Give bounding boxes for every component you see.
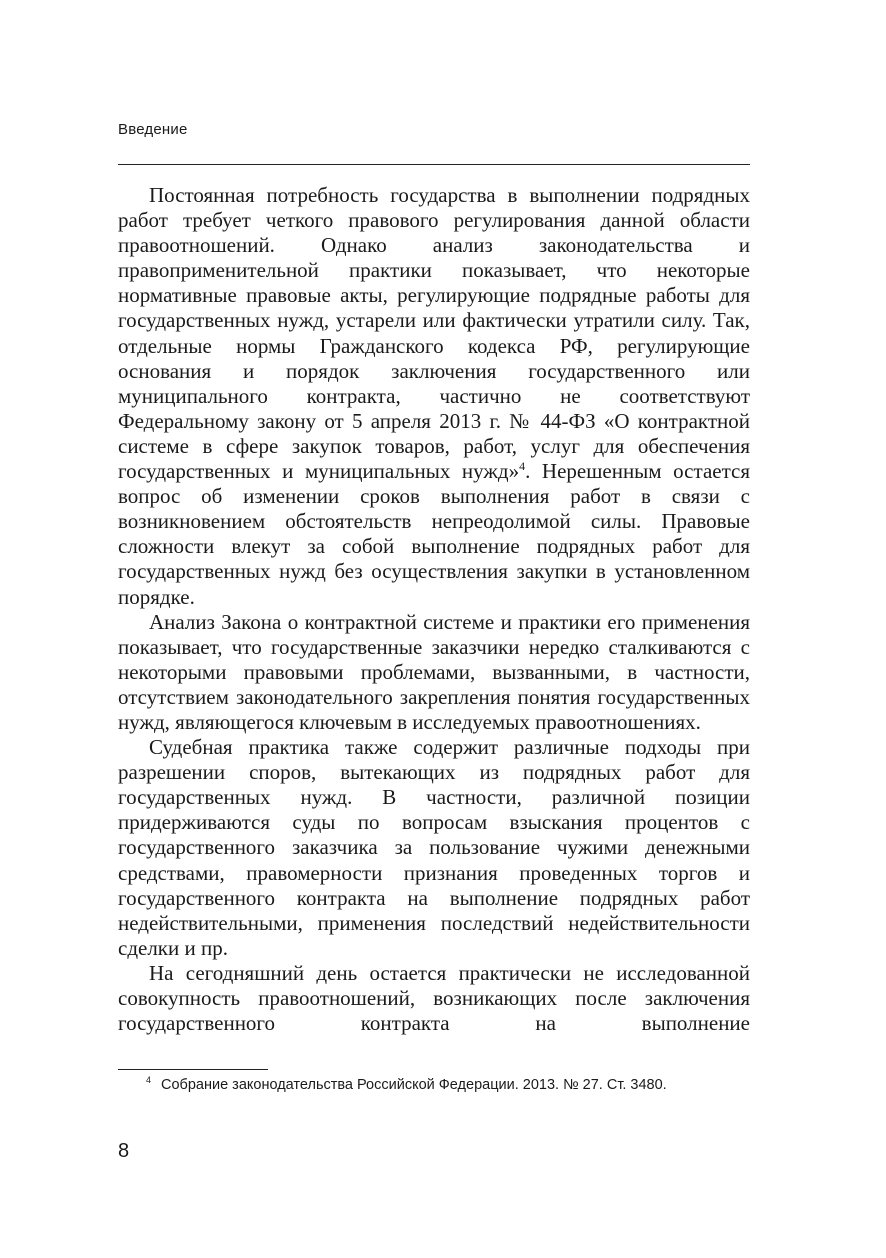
- footnote-number: 4: [146, 1075, 152, 1085]
- main-text: [118, 183, 750, 1036]
- paragraph-1: [118, 183, 750, 610]
- header-rule: [118, 164, 750, 165]
- paragraph-3: Судебная практика также содержит различные подходы при разрешении споров, вытекающих из подрядных работ для государственных нужд. В частности, различной позиции придерживаются суды по вопросам взыскания процентов с государственного заказчика за пользование чужими денежными средствами, правомерности признания проведенных торгов и государственного контракта на выполнение подрядных работ недействительными, применения последствий недействительности сделки и пр.: [118, 735, 750, 960]
- footnote: [118, 1076, 750, 1095]
- paragraph-1-text-end: . Нерешенным остается вопрос об изменении сроков выполнения работ в связи с возникновением обстоятельств непреодолимой силы. Правовые сложности влекут за собой выполнение подрядных работ для государственных нужд без осуществления закупки в установленном порядке.: [118, 459, 750, 609]
- running-head-title: Введение: [118, 121, 188, 138]
- footnote-reference: 4: [519, 459, 526, 474]
- paragraph-2: Анализ Закона о контрактной системе и практики его применения показывает, что государственные заказчики нередко сталкиваются с некоторыми правовыми проблемами, вызванными, в частности, отсутствием законодательного закрепления понятия государственных нужд, являющегося ключевым в исследуемых правоотношениях.: [118, 609, 750, 734]
- page-number: 8: [118, 1140, 130, 1162]
- footnote-text: Собрание законодательства Российской Федерации. 2013. № 27. Ст. 3480.: [161, 1077, 667, 1093]
- paragraph-1-text-start: Постоянная потребность государства в выполнении подрядных работ требует четкого правового регулирования данной области правоотношений. Однако анализ законодательства и правоприменительной практики показывает, что некоторые нормативные правовые акты, регулирующие подрядные работы для государственных нужд, устарели или фактически утратили силу. Так, отдельные нормы Гражданского кодекса РФ, регулирующие основания и порядок заключения государственного или муниципального контракта, частично не соответствуют Федеральному закону от 5 апреля 2013 г. № 44-ФЗ «О контрактной системе в сфере закупок товаров, работ, услуг для обеспечения государственных и муниципальных нужд»: [118, 183, 750, 484]
- footnote-rule: [118, 1069, 268, 1070]
- paragraph-4: На сегодняшний день остается практически не исследованной совокупность правоотношений, возникающих после заключения государственного контракта на выполнение: [118, 960, 750, 1036]
